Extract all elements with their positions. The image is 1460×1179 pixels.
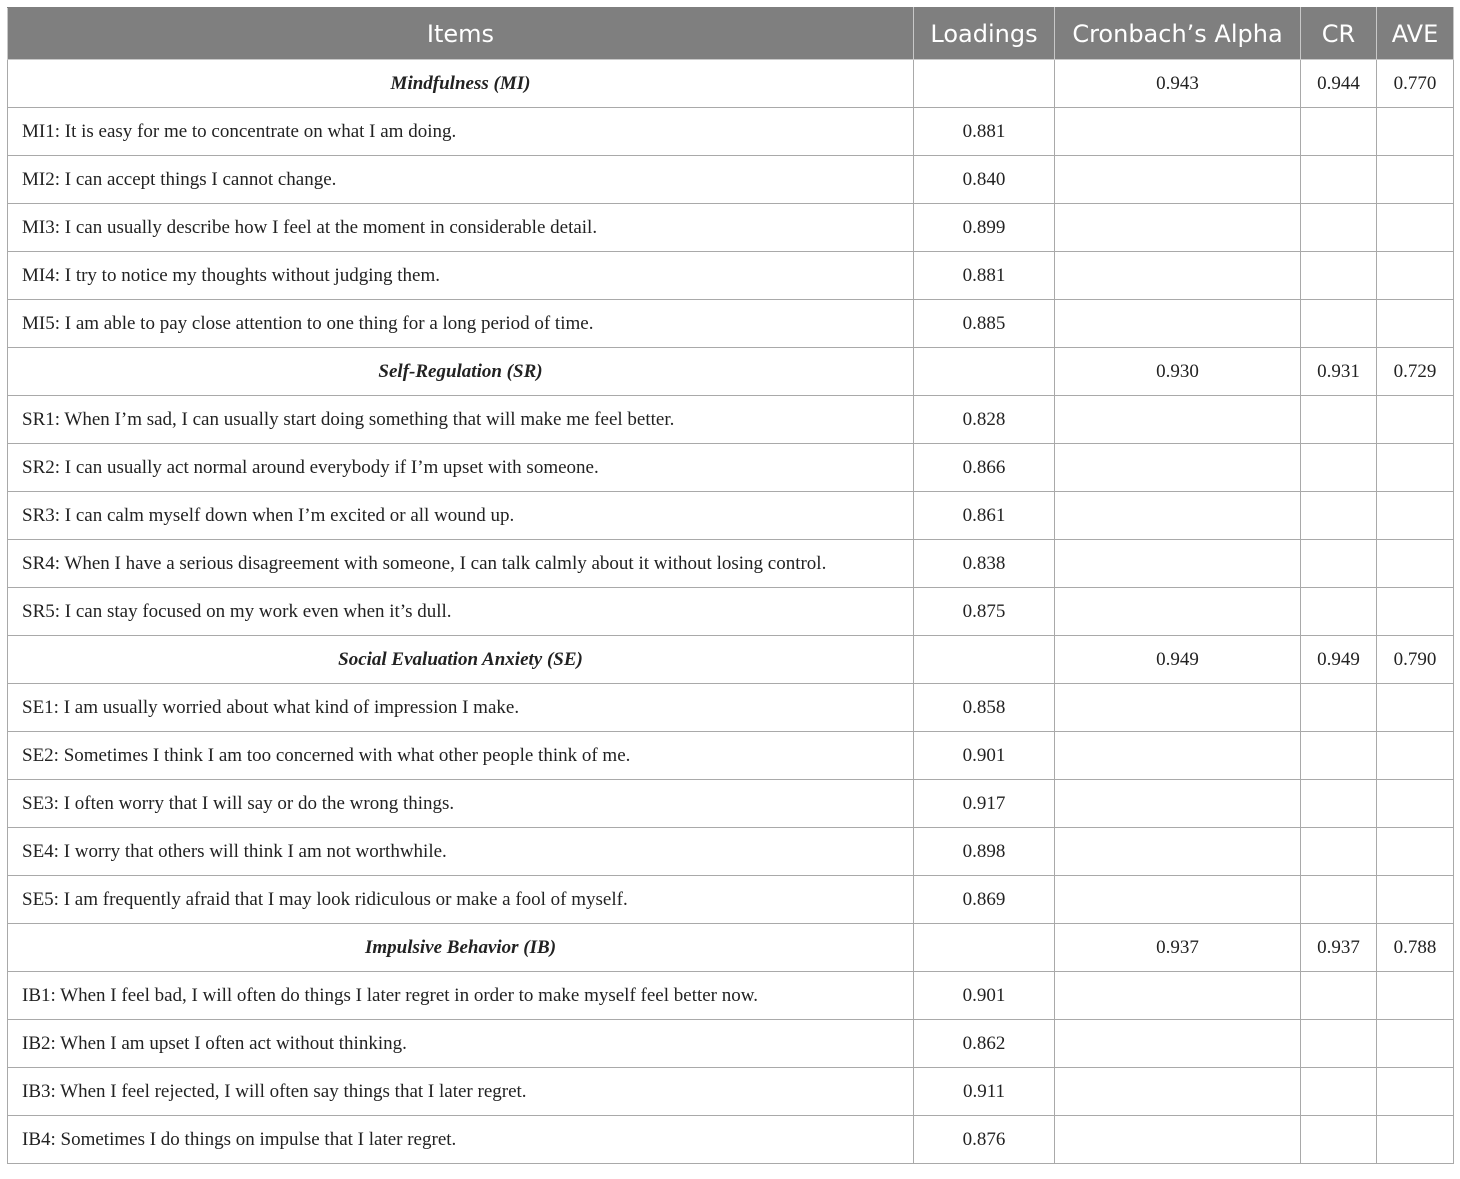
- table-row: [8, 396, 1454, 444]
- group-ave: 0.729: [1377, 348, 1454, 396]
- table-row: [8, 780, 1454, 828]
- table-row: [8, 588, 1454, 636]
- group-cr: 0.949: [1301, 636, 1377, 684]
- item-loading: 0.917: [914, 780, 1055, 828]
- table-row: [8, 252, 1454, 300]
- item-text: MI2: I can accept things I cannot change.: [8, 156, 914, 204]
- item-text: IB1: When I feel bad, I will often do things I later regret in order to make myself feel better now.: [8, 972, 914, 1020]
- item-text: SE2: Sometimes I think I am too concerned with what other people think of me.: [8, 732, 914, 780]
- group-loading-empty: [914, 924, 1055, 972]
- table-row: [8, 1116, 1454, 1164]
- item-loading: 0.876: [914, 1116, 1055, 1164]
- item-loading: 0.901: [914, 972, 1055, 1020]
- group-alpha: 0.937: [1055, 924, 1301, 972]
- header-ave: AVE: [1377, 8, 1454, 60]
- item-loading: 0.885: [914, 300, 1055, 348]
- group-name: Mindfulness (MI): [8, 60, 914, 108]
- group-row: [8, 636, 1454, 684]
- header-alpha: Cronbach’s Alpha: [1055, 8, 1301, 60]
- item-loading: 0.866: [914, 444, 1055, 492]
- table-row: [8, 1068, 1454, 1116]
- item-loading: 0.911: [914, 1068, 1055, 1116]
- item-loading: 0.858: [914, 684, 1055, 732]
- group-name: Self-Regulation (SR): [8, 348, 914, 396]
- item-text: IB4: Sometimes I do things on impulse that I later regret.: [8, 1116, 914, 1164]
- item-loading: 0.828: [914, 396, 1055, 444]
- reliability-table: [7, 7, 1454, 1164]
- item-loading: 0.869: [914, 876, 1055, 924]
- item-loading: 0.898: [914, 828, 1055, 876]
- item-loading: 0.838: [914, 540, 1055, 588]
- group-ave: 0.788: [1377, 924, 1454, 972]
- table-row: [8, 204, 1454, 252]
- table-row: [8, 828, 1454, 876]
- table-row: [8, 444, 1454, 492]
- item-text: MI1: It is easy for me to concentrate on what I am doing.: [8, 108, 914, 156]
- item-text: SR1: When I’m sad, I can usually start doing something that will make me feel better.: [8, 396, 914, 444]
- table-header: [8, 8, 1454, 60]
- group-cr: 0.937: [1301, 924, 1377, 972]
- table-row: [8, 108, 1454, 156]
- item-loading: 0.861: [914, 492, 1055, 540]
- item-loading: 0.840: [914, 156, 1055, 204]
- group-row: [8, 60, 1454, 108]
- item-text: SR4: When I have a serious disagreement with someone, I can talk calmly about it without losing control.: [8, 540, 914, 588]
- group-name: Social Evaluation Anxiety (SE): [8, 636, 914, 684]
- group-cr: 0.944: [1301, 60, 1377, 108]
- table-row: [8, 732, 1454, 780]
- item-loading: 0.901: [914, 732, 1055, 780]
- table-row: [8, 300, 1454, 348]
- table-row: [8, 1020, 1454, 1068]
- item-text: SE4: I worry that others will think I am not worthwhile.: [8, 828, 914, 876]
- item-text: MI5: I am able to pay close attention to one thing for a long period of time.: [8, 300, 914, 348]
- item-loading: 0.875: [914, 588, 1055, 636]
- group-alpha: 0.949: [1055, 636, 1301, 684]
- table-row: [8, 540, 1454, 588]
- header-items: Items: [8, 8, 914, 60]
- group-alpha: 0.930: [1055, 348, 1301, 396]
- table-row: [8, 972, 1454, 1020]
- header-row: [8, 8, 1454, 60]
- item-text: SE1: I am usually worried about what kind of impression I make.: [8, 684, 914, 732]
- group-loading-empty: [914, 636, 1055, 684]
- item-text: SR5: I can stay focused on my work even when it’s dull.: [8, 588, 914, 636]
- item-text: SE3: I often worry that I will say or do the wrong things.: [8, 780, 914, 828]
- table-body: [8, 60, 1454, 1164]
- group-row: [8, 924, 1454, 972]
- table-row: [8, 492, 1454, 540]
- header-cr: CR: [1301, 8, 1377, 60]
- item-loading: 0.899: [914, 204, 1055, 252]
- item-text: SR3: I can calm myself down when I’m excited or all wound up.: [8, 492, 914, 540]
- group-loading-empty: [914, 60, 1055, 108]
- item-text: IB3: When I feel rejected, I will often say things that I later regret.: [8, 1068, 914, 1116]
- header-loadings: Loadings: [914, 8, 1055, 60]
- group-alpha: 0.943: [1055, 60, 1301, 108]
- item-text: SR2: I can usually act normal around everybody if I’m upset with someone.: [8, 444, 914, 492]
- group-ave: 0.770: [1377, 60, 1454, 108]
- item-text: SE5: I am frequently afraid that I may look ridiculous or make a fool of myself.: [8, 876, 914, 924]
- group-row: [8, 348, 1454, 396]
- table-row: [8, 876, 1454, 924]
- group-ave: 0.790: [1377, 636, 1454, 684]
- group-cr: 0.931: [1301, 348, 1377, 396]
- table-row: [8, 684, 1454, 732]
- table-row: [8, 156, 1454, 204]
- item-loading: 0.881: [914, 252, 1055, 300]
- item-text: MI4: I try to notice my thoughts without judging them.: [8, 252, 914, 300]
- item-loading: 0.881: [914, 108, 1055, 156]
- item-text: MI3: I can usually describe how I feel at the moment in considerable detail.: [8, 204, 914, 252]
- item-loading: 0.862: [914, 1020, 1055, 1068]
- group-loading-empty: [914, 348, 1055, 396]
- item-text: IB2: When I am upset I often act without thinking.: [8, 1020, 914, 1068]
- group-name: Impulsive Behavior (IB): [8, 924, 914, 972]
